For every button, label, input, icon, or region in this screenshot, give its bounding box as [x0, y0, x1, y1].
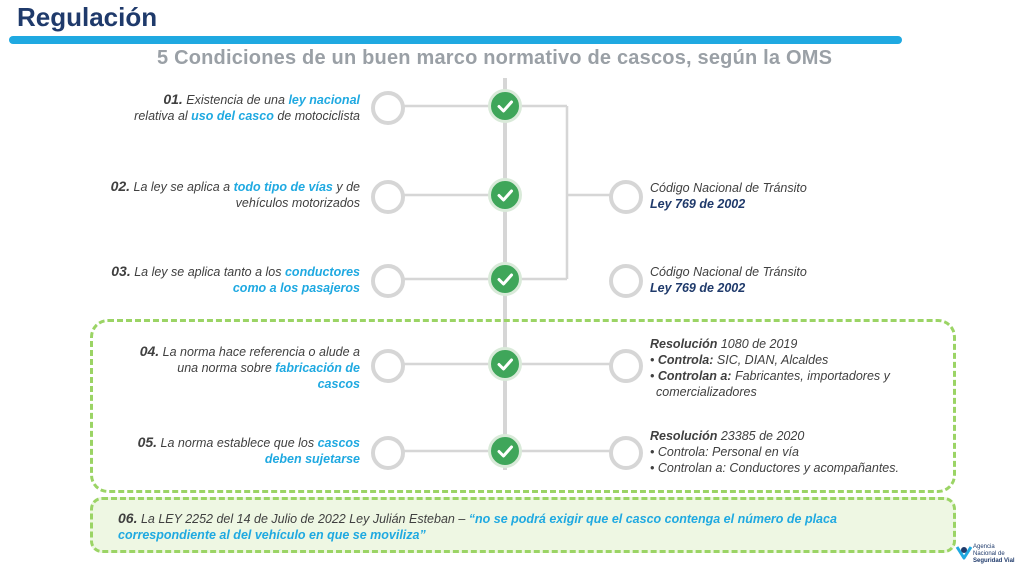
- check-icon: [488, 262, 522, 296]
- check-icon: [488, 178, 522, 212]
- condition-05-circle: [371, 436, 405, 470]
- check-icon: [488, 347, 522, 381]
- reference-05-circle: [609, 436, 643, 470]
- condition-03-circle: [371, 264, 405, 298]
- condition-02-text: 02. La ley se aplica a todo tipo de vías y de vehículos motorizados: [110, 178, 360, 210]
- condition-04-text: 04. La norma hace referencia o alude a una norma sobre fabricación de cascos: [139, 343, 360, 391]
- agency-logo-text: Agencia Nacional de Seguridad Vial: [973, 544, 1015, 564]
- page-subtitle: 5 Condiciones de un buen marco normativo de cascos, según la OMS: [157, 47, 833, 69]
- check-icon: [488, 89, 522, 123]
- page-title: Regulación: [17, 2, 158, 32]
- reference-02-text: Código Nacional de Tránsito Ley 769 de 2002: [650, 181, 807, 211]
- condition-01-circle: [371, 91, 405, 125]
- condition-03-text: 03. La ley se aplica tanto a los conductores como a los pasajeros: [111, 263, 360, 295]
- reference-04-circle: [609, 349, 643, 383]
- note-06-text: 06. La LEY 2252 del 14 de Julio de 2022 Ley Julián Esteban – “no se podrá exigir que el casco contenga el número de placa correspondiente al del vehículo en que se moviliza”: [118, 510, 837, 542]
- reference-03-circle: [609, 264, 643, 298]
- reference-02-circle: [609, 180, 643, 214]
- condition-02-circle: [371, 180, 405, 214]
- condition-04-circle: [371, 349, 405, 383]
- condition-01-text: 01. Existencia de una ley nacional relativa al uso del casco de motociclista: [134, 91, 360, 123]
- reference-04-text: Resolución 1080 de 2019 • Controla: SIC, DIAN, Alcaldes • Controlan a: Fabricantes, importadores y comercializadores: [650, 337, 890, 399]
- reference-05-text: Resolución 23385 de 2020 • Controla: Personal en vía • Controlan a: Conductores y acompañantes.: [650, 429, 899, 475]
- condition-05-text: 05. La norma establece que los cascos deben sujetarse: [137, 434, 360, 466]
- check-icon: [488, 434, 522, 468]
- agency-logo-icon: [955, 543, 973, 561]
- reference-03-text: Código Nacional de Tránsito Ley 769 de 2002: [650, 265, 807, 295]
